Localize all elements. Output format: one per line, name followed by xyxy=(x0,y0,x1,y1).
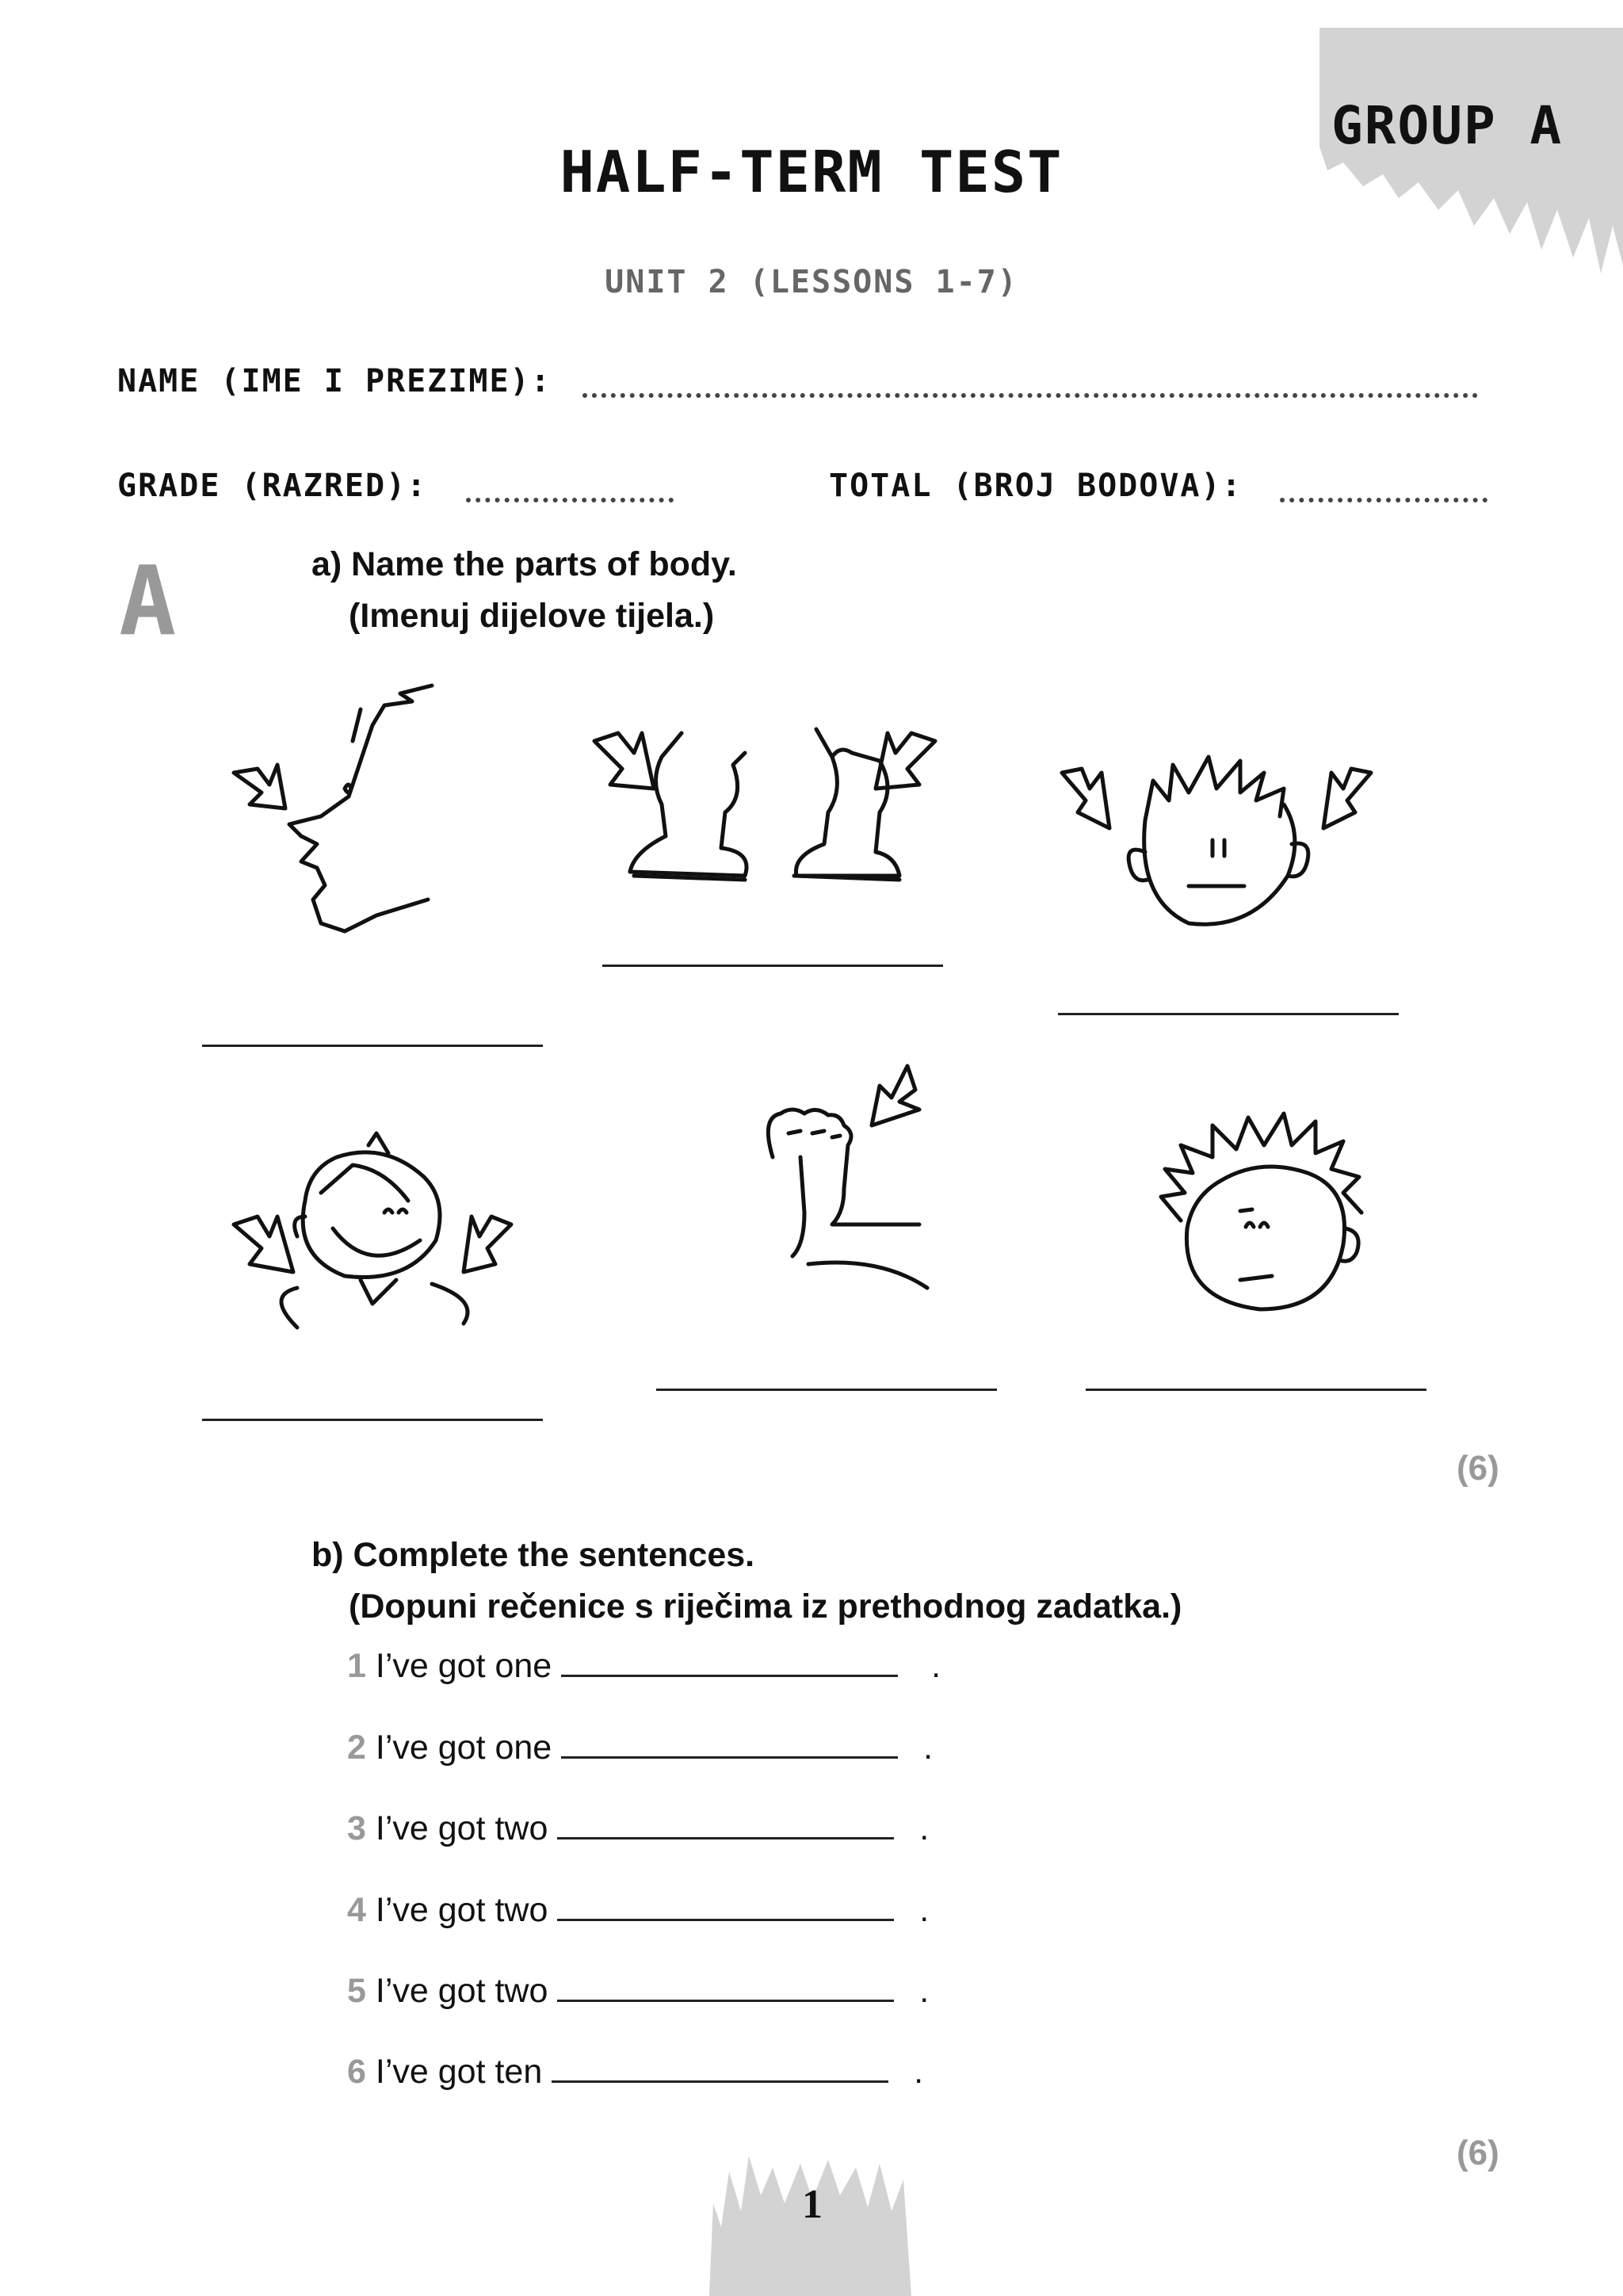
arrow-icon xyxy=(234,765,285,808)
section-letter: A xyxy=(119,547,178,657)
sentence-text: I’ve got ten xyxy=(375,2053,543,2091)
sentence-blank[interactable] xyxy=(561,1645,898,1677)
nose-picture xyxy=(226,678,456,955)
hair xyxy=(321,1133,408,1201)
knees-picture xyxy=(586,717,943,892)
hair xyxy=(1145,757,1284,820)
group-label: GROUP A xyxy=(1331,95,1564,156)
neck-and-shoulders xyxy=(281,1280,468,1328)
part-a-instruction: a) Name the parts of body. xyxy=(311,545,737,583)
sentence-1: 1 I’ve got one . xyxy=(347,1645,941,1686)
sentence-blank[interactable] xyxy=(552,2050,888,2083)
part-b-points: (6) xyxy=(1457,2134,1499,2172)
answer-line-2[interactable] xyxy=(602,965,943,967)
eyes xyxy=(384,1209,407,1213)
answer-line-4[interactable] xyxy=(202,1419,543,1421)
hand-outline xyxy=(768,1110,927,1288)
total-field[interactable] xyxy=(1280,498,1487,502)
sentence-4: 4 I’ve got two . xyxy=(347,1889,929,1930)
page-title: HALF-TERM TEST xyxy=(559,139,1064,205)
page-subtitle: UNIT 2 (LESSONS 1-7) xyxy=(605,264,1018,300)
sentence-text: I’ve got one xyxy=(375,1647,552,1685)
arrow-icon xyxy=(876,733,935,789)
arrow-icon xyxy=(464,1217,511,1272)
page-number: 1 xyxy=(802,2182,823,2227)
sentence-number: 6 xyxy=(347,2053,366,2091)
answer-line-5[interactable] xyxy=(656,1389,997,1391)
part-a-points: (6) xyxy=(1457,1449,1499,1488)
sentence-number: 2 xyxy=(347,1729,366,1767)
sentence-number: 3 xyxy=(347,1809,366,1847)
answer-line-6[interactable] xyxy=(1086,1389,1426,1391)
eyes xyxy=(1246,1223,1268,1227)
eyebrow xyxy=(1240,1209,1252,1211)
shoe-line xyxy=(634,876,899,880)
smile xyxy=(333,1228,420,1255)
sentence-3: 3 I’ve got two . xyxy=(347,1807,929,1848)
head-picture xyxy=(1149,1102,1371,1324)
arrow-icon xyxy=(1323,769,1371,828)
part-b-instruction-translation: (Dopuni rečenice s riječima iz prethodnog zadatka.) xyxy=(349,1587,1182,1626)
answer-line-3[interactable] xyxy=(1058,1013,1399,1015)
sentence-text: I’ve got two xyxy=(375,1972,548,2010)
shoulders-picture xyxy=(226,1129,519,1335)
part-b-instruction: b) Complete the sentences. xyxy=(311,1536,755,1574)
eyes xyxy=(1212,840,1224,856)
name-label: NAME (IME I PREZIME): xyxy=(117,363,552,399)
profile-outline xyxy=(289,686,432,931)
arrow-icon xyxy=(234,1217,293,1272)
profile-ear xyxy=(353,709,361,741)
name-field[interactable] xyxy=(582,393,1478,398)
profile-eye xyxy=(345,785,351,793)
sentence-text: I’ve got two xyxy=(375,1809,548,1847)
fingers-picture xyxy=(753,1058,943,1296)
sentence-5: 5 I’ve got two . xyxy=(347,1969,929,2011)
sentence-number: 5 xyxy=(347,1972,366,2010)
sentence-blank[interactable] xyxy=(557,1807,894,1839)
sentence-blank[interactable] xyxy=(557,1969,894,2002)
sentence-number: 1 xyxy=(347,1647,366,1685)
ears-picture xyxy=(1054,741,1379,931)
total-label: TOTAL (BROJ BODOVA): xyxy=(829,468,1243,504)
head-outline xyxy=(1186,1167,1344,1309)
sentence-blank[interactable] xyxy=(557,1889,894,1921)
sentence-text: I’ve got two xyxy=(375,1891,548,1929)
part-a-instruction-translation: (Imenuj dijelove tijela.) xyxy=(349,597,715,635)
answer-line-1[interactable] xyxy=(202,1045,543,1047)
sentence-2: 2 I’ve got one . xyxy=(347,1726,933,1767)
grade-label: GRADE (RAZRED): xyxy=(117,468,428,504)
arrow-icon xyxy=(872,1066,919,1125)
mouth xyxy=(1240,1276,1272,1280)
sentence-text: I’ve got one xyxy=(375,1729,552,1767)
head-outline xyxy=(1144,804,1295,924)
arrow-icon xyxy=(594,733,654,789)
arrow-icon xyxy=(1062,769,1109,828)
sentence-blank[interactable] xyxy=(561,1726,898,1759)
sentence-6: 6 I’ve got ten . xyxy=(347,2050,923,2092)
sentence-number: 4 xyxy=(347,1891,366,1929)
grade-field[interactable] xyxy=(466,498,674,502)
finger-lines xyxy=(789,1131,840,1137)
